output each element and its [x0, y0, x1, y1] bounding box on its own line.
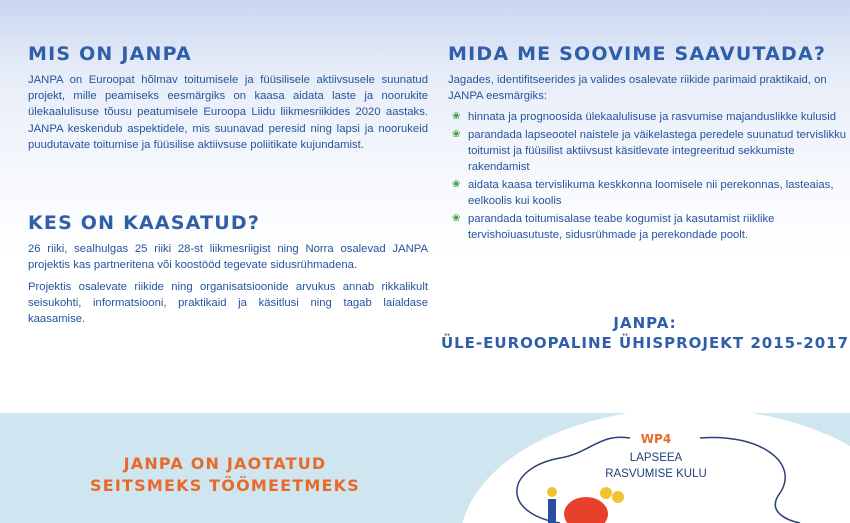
- list-item: [452, 109, 850, 125]
- child-body-icon: [548, 499, 556, 523]
- leaf-bullet-icon: ❀: [452, 111, 461, 122]
- wp4-label: WP4: [640, 432, 672, 446]
- band-title-line2: SEITSMEKS TÖÖMEETMEKS: [90, 476, 360, 495]
- list-item: [452, 127, 850, 175]
- coin-icon: [600, 487, 612, 499]
- section-paragraph-kes-2: Projektis osalevate riikide ning organisatsioonide arvukus annab rikkalikult seisukohti, informatsiooni, praktikaid ja käsitlusi ning tagab laialdase kaasamise.: [28, 281, 428, 326]
- section-heading-mis: MIS ON JANPA: [28, 43, 192, 65]
- wp4-title-line1: LAPSEEA: [629, 452, 683, 464]
- coin-icon: [612, 491, 624, 503]
- section-heading-mida: MIDA ME SOOVIME SAAVUTADA?: [448, 43, 827, 65]
- section-intro-mida: Jagades, identifitseerides ja valides osalevate riikide parimaid praktikaid, on JANPA eesmärgiks:: [448, 74, 827, 103]
- goal-text: parandada toitumisalase teabe kogumist ja kasutamist riiklike tervishoiuasutuste, sidusrühmade ja perekondade poolt.: [468, 213, 775, 241]
- section-paragraph-mis: JANPA on Euroopat hõlmav toitumisele ja füüsilisele aktiivsusele suunatud projekt, mille peamiseks eesmärgiks on kaasa aidata laste ja noorukite ülekaalulisuse tõusu peatumisele Euroopa Liidu liikmesriikides 2020 aastaks. JANPA keskendub aspektidele, mis suunavad peresid ning lapsi ja noorukeid puudutavate toitumise ja füüsilise aktiivsuse poliitikate kujundamist.: [28, 74, 428, 151]
- project-title-line2: ÜLE-EUROOPALINE ÜHISPROJEKT 2015-2017: [440, 334, 850, 352]
- wp4-title-line2: RASVUMISE KULU: [605, 468, 707, 480]
- leaf-bullet-icon: ❀: [452, 213, 461, 224]
- goal-list: [452, 109, 850, 245]
- child-head-icon: [547, 487, 557, 497]
- list-item: [452, 177, 850, 209]
- leaf-bullet-icon: ❀: [452, 179, 461, 190]
- leaf-bullet-icon: ❀: [452, 129, 461, 140]
- project-title-line1: JANPA:: [613, 314, 677, 332]
- band-title-line1: JANPA ON JAOTATUD: [123, 454, 327, 473]
- list-item: [452, 211, 850, 243]
- goal-text: aidata kaasa tervislikuma keskkonna loomisele nii perekonnas, lasteaias, eelkoolis kui koolis: [468, 179, 834, 207]
- goal-text: hinnata ja prognoosida ülekaalulisuse ja rasvumise majanduslikke kulusid: [468, 111, 836, 123]
- section-heading-kes: KES ON KAASATUD?: [28, 212, 261, 234]
- goal-text: parandada lapseootel naistele ja väikelastega peredele suunatud tervislikku toitumist ja füüsilist aktiivsust käsitlevate integreeritud sekkumiste rakendamist: [468, 129, 847, 173]
- section-paragraph-kes-1: 26 riiki, sealhulgas 25 riiki 28-st liikmesriigist ning Norra osalevad JANPA projektis kas partneritena või koostööd tegevate sidusrühmadena.: [28, 243, 428, 272]
